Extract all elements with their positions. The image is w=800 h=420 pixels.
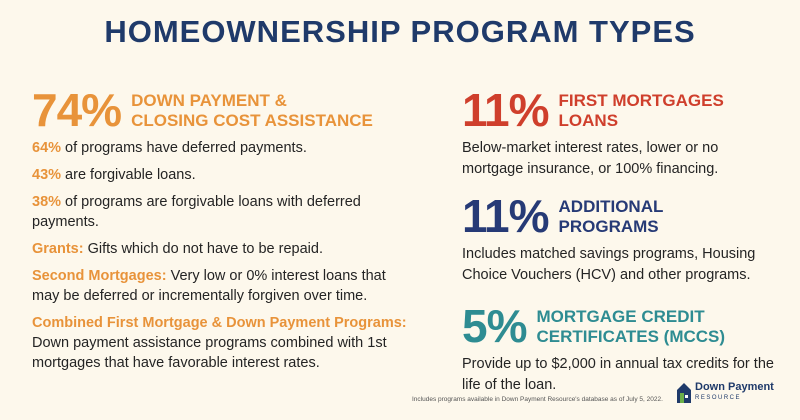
item-highlight: Grants: xyxy=(32,241,84,257)
down-payment-label-line2: CLOSING COST ASSISTANCE xyxy=(131,111,373,130)
additional-programs-section xyxy=(462,190,782,286)
logo-subtitle: RESOURCE xyxy=(695,395,742,401)
first-mortgages-label-line1: FIRST MORTGAGES xyxy=(558,91,724,110)
item-text: Very low or 0% interest loans that may be deferred or incrementally forgiven over time. xyxy=(32,268,386,304)
item-text: of programs have deferred payments. xyxy=(61,140,307,156)
footnote: Includes programs available in Down Payment Resource's database as of July 5, 2022. xyxy=(412,396,663,403)
logo-text xyxy=(695,382,774,404)
logo-name: Down Payment xyxy=(695,381,774,393)
mcc-header xyxy=(462,300,782,352)
first-mortgages-section xyxy=(462,84,782,180)
down-payment-label xyxy=(131,88,373,131)
mcc-label-line2: CERTIFICATES (MCCS) xyxy=(536,327,726,346)
list-item xyxy=(32,192,412,232)
list-item xyxy=(32,266,412,306)
additional-programs-header xyxy=(462,190,782,242)
first-mortgages-percent: 11% xyxy=(462,84,549,136)
down-payment-section xyxy=(32,84,412,373)
item-highlight: Second Mortgages: xyxy=(32,268,167,284)
item-text: Down payment assistance programs combined with 1st mortgages that have favorable interest rates. xyxy=(32,335,387,371)
additional-programs-description: Includes matched savings programs, Housing Choice Vouchers (HCV) and other programs. xyxy=(462,246,756,283)
first-mortgages-header xyxy=(462,84,782,136)
item-highlight: 64% xyxy=(32,140,62,156)
down-payment-label-line1: DOWN PAYMENT & xyxy=(131,91,287,110)
mcc-percent: 5% xyxy=(462,300,527,352)
page-title: HOMEOWNERSHIP PROGRAM TYPES xyxy=(104,14,696,49)
additional-programs-percent: 11% xyxy=(462,190,549,242)
list-item xyxy=(32,165,412,185)
item-text: of programs are forgivable loans with deferred payments. xyxy=(32,194,361,230)
first-mortgages-label xyxy=(559,88,724,131)
house-logo-icon xyxy=(676,382,692,404)
item-text: Gifts which do not have to be repaid. xyxy=(83,241,323,257)
first-mortgages-description: Below-market interest rates, lower or no mortgage insurance, or 100% financing. xyxy=(462,140,719,177)
item-highlight: Combined First Mortgage & Down Payment Programs: xyxy=(32,315,407,331)
down-payment-resource-logo xyxy=(676,382,774,404)
mcc-label-line1: MORTGAGE CREDIT xyxy=(536,307,705,326)
list-item xyxy=(32,138,412,158)
down-payment-percent: 74% xyxy=(32,84,122,136)
item-highlight: 43% xyxy=(32,167,62,183)
additional-programs-label-line1: ADDITIONAL xyxy=(558,197,664,216)
down-payment-header xyxy=(32,84,412,136)
mcc-description: Provide up to $2,000 in annual tax credits for the life of the loan. xyxy=(462,356,774,393)
list-item xyxy=(32,313,412,373)
right-column xyxy=(462,84,782,396)
item-highlight: 38% xyxy=(32,194,62,210)
additional-programs-label xyxy=(559,194,664,237)
item-text: are forgivable loans. xyxy=(61,167,196,183)
first-mortgages-label-line2: LOANS xyxy=(558,111,619,130)
mcc-label xyxy=(536,304,725,347)
additional-programs-label-line2: PROGRAMS xyxy=(558,217,659,236)
list-item xyxy=(32,239,412,259)
